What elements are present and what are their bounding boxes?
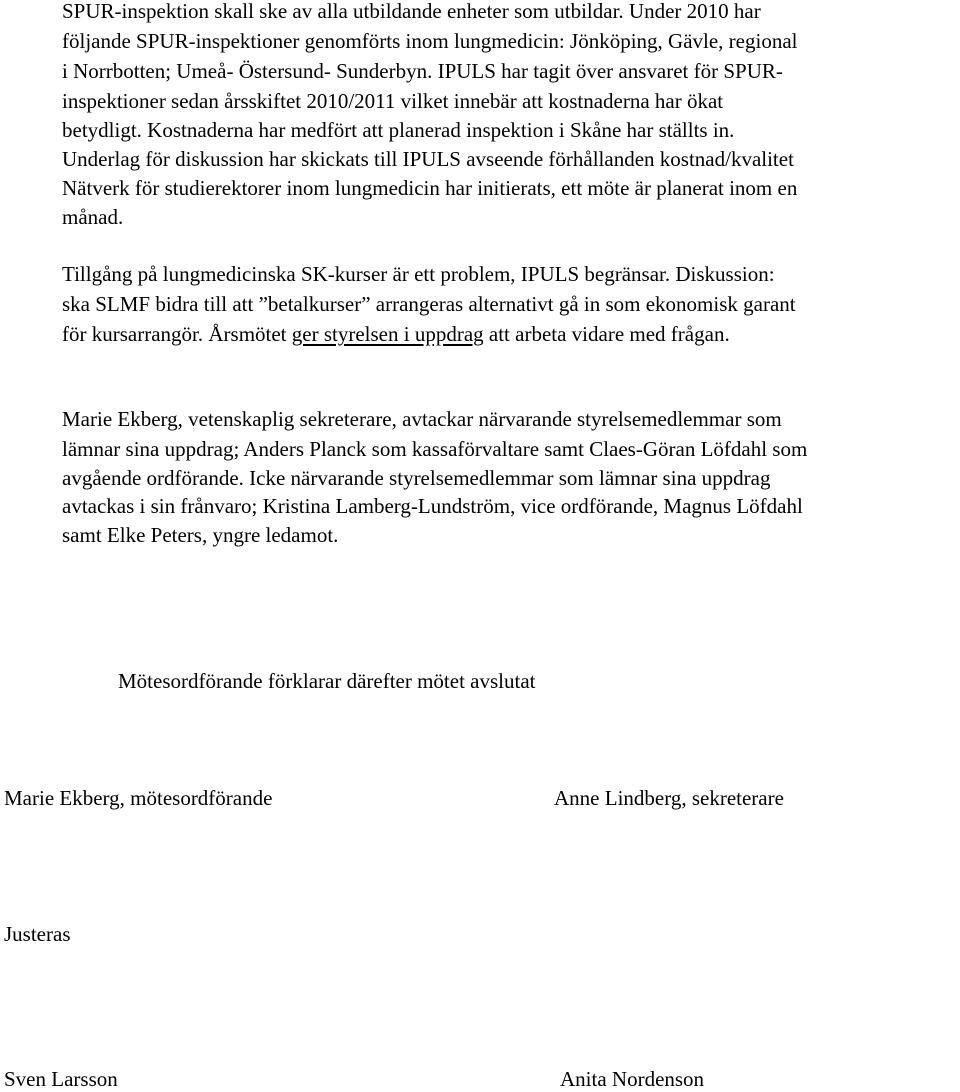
paragraph-line: inspektioner sedan årsskiftet 2010/2011 vilket innebär att kostnaderna har ökat [62, 89, 724, 113]
closing-statement: Mötesordförande förklarar därefter mötet avslutat [118, 669, 536, 693]
justeras-label: Justeras [4, 922, 71, 946]
signature-chair: Marie Ekberg, mötesordförande [4, 786, 273, 810]
underlined-text: ger styrelsen i uppdrag [291, 322, 484, 346]
paragraph-line: avgående ordförande. Icke närvarande styrelsemedlemmar som lämnar sina uppdrag [62, 466, 771, 490]
paragraph-line [62, 321, 730, 347]
paragraph-line: SPUR-inspektion skall ske av alla utbildande enheter som utbildar. Under 2010 har [62, 0, 761, 23]
paragraph-line: Underlag för diskussion har skickats till IPULS avseende förhållanden kostnad/kvalitet [62, 147, 794, 171]
paragraph-line: ska SLMF bidra till att ”betalkurser” arrangeras alternativt gå in som ekonomisk garant [62, 292, 796, 316]
paragraph-line: Nätverk för studierektorer inom lungmedicin har initierats, ett möte är planerat inom en [62, 176, 798, 200]
paragraph-line: avtackas i sin frånvaro; Kristina Lamberg-Lundström, vice ordförande, Magnus Löfdahl [62, 494, 803, 518]
text-run: för kursarrangör. Årsmötet [62, 322, 292, 346]
paragraph-line: månad. [62, 205, 124, 229]
signature-secretary: Anne Lindberg, sekreterare [554, 786, 784, 810]
paragraph-line: Tillgång på lungmedicinska SK-kurser är ett problem, IPULS begränsar. Diskussion: [62, 262, 775, 286]
paragraph-line: följande SPUR-inspektioner genomförts inom lungmedicin: Jönköping, Gävle, regional [62, 29, 798, 53]
paragraph-line: betydligt. Kostnaderna har medfört att planerad inspektion i Skåne har ställts in. [62, 118, 735, 142]
signature-adjuster-1: Sven Larsson [4, 1067, 118, 1091]
paragraph-line: i Norrbotten; Umeå- Östersund- Sunderbyn. IPULS har tagit över ansvaret för SPUR- [62, 59, 783, 83]
paragraph-line: lämnar sina uppdrag; Anders Planck som kassaförvaltare samt Claes-Göran Löfdahl som [62, 437, 808, 461]
text-run: att arbeta vidare med frågan. [483, 322, 730, 346]
paragraph-line: samt Elke Peters, yngre ledamot. [62, 523, 339, 547]
paragraph-line: Marie Ekberg, vetenskaplig sekreterare, avtackar närvarande styrelsemedlemmar som [62, 407, 782, 431]
signature-adjuster-2: Anita Nordenson [560, 1067, 705, 1091]
